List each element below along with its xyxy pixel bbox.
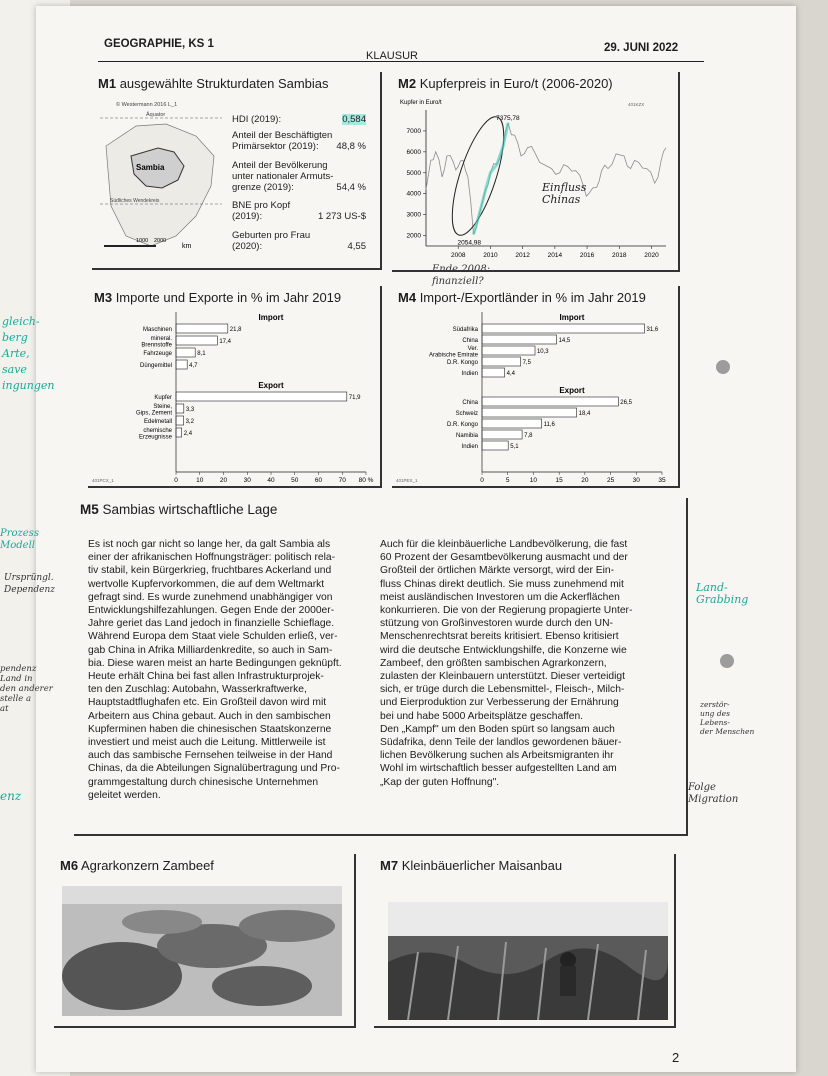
map-scale-a: 1000: [136, 238, 149, 244]
m3-title: M3 Importe und Exporte in % im Jahr 2019: [94, 290, 342, 305]
m5-right-line: Südafrika, denn Teile der landlos gewordenen bäuer-: [380, 737, 622, 749]
m5-right-line: wird die deutsche Entwicklungshilfe, die Konzerne wie: [380, 644, 627, 656]
m5-right-column: [380, 538, 670, 789]
m3-bar-chart: [88, 308, 378, 484]
bar-value-label: 2,4: [183, 431, 193, 437]
x-tick-label: 0: [174, 477, 178, 484]
m5-right-line: zulasten der Kleinbauern unterstützt. Dieser verteidigt: [380, 671, 625, 683]
bar: [482, 408, 577, 417]
bar-value-label: 10,3: [536, 349, 549, 355]
m2-x-tick-label: 2010: [483, 252, 498, 259]
m5-left-line: einer der afrikanischen Hoffnungsträger: politisch rela-: [88, 552, 336, 564]
m2-y-tick-label: 2000: [406, 232, 421, 240]
m4-bar-chart: [392, 308, 676, 484]
bar-value-label: 11,6: [543, 422, 555, 428]
m5-right-line: Wohl im wirtschaftlich besser aufgestellten Land am: [380, 763, 617, 775]
margin-note-zerstoerung: zerstör- ung des Lebens- der Menschen: [700, 700, 755, 736]
map-country: Sambia: [136, 163, 165, 172]
m5-left-line: bia. Diese waren meist an harte Bedingungen geknüpft.: [88, 657, 342, 669]
m5-left-line: Kupferminen haben die chinesischen Staatskonzerne: [88, 723, 332, 735]
bar-value-label: 8,1: [197, 351, 206, 357]
bar-category-label: Gips, Zement: [135, 410, 172, 417]
bar: [482, 441, 508, 450]
x-tick-label: 20: [219, 477, 228, 484]
m5-right-line: und Eierproduktion zur Verbesserung der Ernährung: [380, 697, 619, 709]
punch-hole-bottom: [720, 654, 734, 668]
group-header-export: Export: [559, 386, 585, 395]
m7-title: M7 Kleinbäuerlicher Maisanbau: [380, 858, 563, 873]
bar-value-label: 3,3: [185, 407, 195, 413]
bar-value-label: 18,4: [578, 411, 591, 417]
bar-category-label: Indien: [461, 444, 478, 450]
m1-row-geburten: Geburten pro Frau (2020):: [232, 230, 311, 252]
m5-right-line: konkurrieren. Die von der Regierung propagierte Unter-: [380, 605, 633, 617]
bar: [482, 324, 645, 333]
bar-category-label: D.R. Kongo: [446, 360, 478, 366]
m2-y-tick-label: 6000: [406, 148, 421, 156]
m5-left-line: auch das sambische Fernsehen teilweise in der Hand: [88, 750, 333, 762]
m5-right-line: Menschenrechtsrat bereits kritisiert. Ebenso kritisiert: [380, 631, 619, 643]
x-tick-label: 10: [196, 477, 204, 484]
m1-val-hdi: 0,584: [342, 114, 366, 125]
m5-right-line: stützung von Großinvestoren wurde durch den UN-: [380, 618, 613, 630]
exam-sheet: [36, 6, 796, 1072]
bar-value-label: 17,4: [219, 339, 232, 345]
chart-source: 401PCX_1: [92, 478, 114, 483]
x-tick-label: 0: [480, 477, 484, 484]
map-equator: Äquator: [146, 112, 166, 118]
x-tick-label: 5: [505, 477, 510, 484]
bar-value-label: 4,4: [506, 371, 515, 377]
bar-value-label: 14,5: [558, 338, 571, 344]
m1-row-primaer: Anteil der Beschäftigten Primärsektor (2019):: [232, 130, 333, 152]
punch-hole-top: [716, 360, 730, 374]
m1-row-bne: BNE pro Kopf (2019):: [232, 200, 291, 222]
m5-right-line: meist ausländischen Investoren um die Ackerflächen: [380, 591, 620, 603]
x-tick-label: 10: [529, 477, 538, 484]
x-tick-label: 50: [291, 477, 299, 484]
m2-annotation-max: 7375,78: [496, 115, 520, 123]
m5-right-line: Zambeef, den größten sambischen Agrarkonzern,: [380, 657, 607, 669]
bar-category-label: Edelmetall: [143, 419, 172, 425]
bar: [482, 419, 542, 428]
m5-panel: [74, 498, 688, 836]
m5-right-line: „Kap der guten Hoffnung".: [380, 776, 500, 788]
m6-panel: [54, 854, 356, 1028]
m5-right-line: 60 Prozent der Gesamtbevölkerung ausmacht und der: [380, 552, 628, 564]
m2-annotation-min: 2054,98: [457, 239, 482, 247]
bar-category-label: Maschinen: [142, 327, 172, 333]
bar-category-label: Namibia: [455, 433, 478, 439]
bar-category-label: Arabische Emirate: [428, 352, 478, 359]
x-tick-label: 40: [267, 477, 275, 484]
m7-photo-maize-field: [388, 902, 668, 1020]
bar-category-label: chemische: [143, 427, 172, 434]
x-tick-label: 35: [658, 477, 666, 484]
m6-title: M6 Agrarkonzern Zambeef: [60, 858, 214, 873]
bar-value-label: 7,5: [522, 360, 531, 366]
m1-val-primaer: 48,8 %: [336, 141, 366, 152]
bar-category-label: D.R. Kongo: [446, 422, 478, 428]
bar-category-label: Kupfer: [154, 395, 172, 401]
m2-panel: [392, 72, 680, 272]
map-copyright: © Westermann 2016 L_1: [116, 102, 178, 108]
m5-right-line: Auch für die kleinbäuerliche Landbevölkerung, die fast: [380, 539, 628, 550]
m2-series-line: [426, 123, 666, 234]
m5-left-line: geleitet werden.: [88, 789, 161, 801]
bar: [176, 336, 217, 345]
m5-left-line: Chinas, da die Abteilungen Signalübertragung und Pro-: [88, 763, 340, 775]
m2-y-tick-label: 4000: [406, 190, 421, 198]
bar-category-label: Schweiz: [455, 411, 478, 417]
sambia-map: [96, 96, 226, 256]
bar-category-label: Brennstoffe: [141, 342, 172, 349]
m5-left-line: ten den Zuschlag: Autobahn, Wasserkraftwerke,: [88, 684, 307, 696]
x-tick-label: 25: [606, 477, 615, 484]
bar-category-label: Erzeugnisse: [138, 434, 172, 441]
m5-left-line: Es ist noch gar nicht so lange her, da galt Sambia als: [88, 539, 331, 550]
bar: [176, 324, 228, 333]
m5-left-line: gefragt sind. Es wurde zunehmend unabhängiger von: [88, 591, 333, 603]
bar: [482, 430, 522, 439]
margin-note-left-5: enz: [0, 789, 22, 803]
bar-category-label: Steine,: [153, 403, 172, 410]
map-region: Südliches Wendekreis: [110, 198, 160, 204]
x-tick-label: 80 %: [358, 477, 374, 484]
m1-title: M1 ausgewählte Strukturdaten Sambias: [98, 76, 329, 91]
bar-category-label: Fahrzeuge: [143, 351, 172, 357]
m2-handwriting-2: Ende 2008: finanziell?: [432, 264, 491, 287]
header-title: KLAUSUR: [366, 50, 418, 62]
margin-note-landgrabbing: Land- Grabbing: [696, 581, 749, 606]
m2-y-tick-label: 3000: [406, 211, 421, 219]
bar: [482, 357, 521, 366]
m3-panel: [88, 286, 382, 488]
m2-x-tick-label: 2012: [515, 252, 530, 259]
bar: [176, 392, 347, 401]
bar: [176, 348, 195, 357]
m1-val-bne: 1 273 US-$: [317, 211, 366, 222]
m5-left-line: Heute erhält China bei fast allen Infrastrukturprojek-: [88, 671, 324, 683]
bar-value-label: 21,8: [229, 327, 242, 333]
bar: [482, 397, 618, 406]
margin-note-left-3: Ursprüngl. Dependenz: [4, 573, 56, 595]
m5-left-line: Hauptstadtflughafen etc. Ein Großteil davon wird mit: [88, 697, 327, 709]
map-scale-b: 2000: [154, 238, 167, 244]
bar: [482, 346, 535, 355]
m2-handwriting-1: Einfluss Chinas: [542, 181, 587, 206]
bar-category-label: mineral.: [150, 335, 172, 342]
bar: [176, 428, 182, 437]
m4-title: M4 Import-/Exportländer in % im Jahr 2019: [398, 290, 646, 305]
m5-left-line: Entwicklungshilfezahlungen. Gegen Ende der 2000er-: [88, 605, 335, 617]
group-header-import: Import: [559, 313, 585, 322]
m2-y-tick-label: 5000: [406, 169, 421, 177]
m5-right-line: fluss Chinas direkt deutlich. Sie muss zunehmend mit: [380, 578, 624, 590]
page-number: 2: [672, 1050, 680, 1065]
m5-left-line: Während Europa dem Staat viele Schulden erließ, ver-: [88, 631, 338, 643]
bar-value-label: 7,8: [524, 433, 533, 439]
x-tick-label: 30: [243, 477, 251, 484]
m5-left-line: Arbeitern aus China gebaut. Auch in den sambischen: [88, 710, 331, 722]
m7-panel: [374, 854, 676, 1028]
m2-title: M2 Kupferpreis in Euro/t (2006-2020): [398, 76, 613, 91]
bar-category-label: China: [462, 400, 478, 406]
x-tick-label: 70: [338, 477, 346, 484]
m5-left-line: grammgestaltung durch chinesische Unternehmen: [88, 776, 319, 788]
m5-left-line: tiv stabil, kein Bürgerkrieg, fruchtbares Ackerland und: [88, 565, 332, 577]
m5-left-column: [88, 538, 368, 802]
m2-highlight-stroke: [474, 123, 509, 234]
margin-note-left-1: gleich- berg Arte, save ingungen: [2, 315, 55, 392]
x-tick-label: 30: [632, 477, 640, 484]
m2-ylabel: Kupfer in Euro/t: [400, 100, 442, 106]
m2-x-tick-label: 2020: [644, 252, 659, 259]
bar-value-label: 3,2: [185, 419, 194, 425]
header-subject: GEOGRAPHIE, KS 1: [104, 38, 214, 50]
m6-photo-center-pivot: [62, 886, 342, 1016]
bar-category-label: Düngemittel: [139, 363, 172, 369]
m2-x-tick-label: 2014: [547, 252, 563, 259]
bar-category-label: Südafrika: [452, 327, 478, 333]
m5-left-line: Jahre geriet das Land jedoch in finanzielle Schieflage.: [88, 618, 335, 630]
m5-left-line: investiert und meist auch die Leitung. Mittlerweile ist: [88, 737, 326, 749]
bar: [176, 360, 187, 369]
m1-val-armut: 54,4 %: [336, 182, 366, 193]
group-header-import: Import: [258, 313, 284, 322]
header-rule: [98, 61, 704, 62]
copper-price-chart: [396, 96, 676, 266]
x-tick-label: 60: [314, 477, 323, 484]
x-tick-label: 15: [555, 477, 563, 484]
margin-note-left-2: Prozess Modell: [0, 528, 39, 551]
m5-left-line: wertvolle Kupfervorkommen, die auf dem Weltmarkt: [88, 578, 325, 590]
m2-y-tick-label: 7000: [406, 127, 421, 135]
m5-right-line: sich, er trüge durch die Lebensmittel-, Fleisch-, Milch-: [380, 684, 625, 696]
bar-value-label: 31,6: [646, 327, 659, 333]
m5-right-line: bei und habe 5000 Arbeitsplätze geschaffen.: [380, 710, 584, 722]
bar: [176, 416, 184, 425]
margin-note-left-4: pendenz Land in den anderer stelle a at: [0, 664, 53, 714]
m2-x-tick-label: 2016: [579, 252, 595, 259]
bar-value-label: 71,9: [348, 395, 361, 401]
bar: [176, 404, 184, 413]
bar-category-label: Indien: [461, 371, 478, 377]
bar: [482, 335, 557, 344]
bar-value-label: 4,7: [189, 363, 198, 369]
bar-category-label: Ver.: [467, 345, 478, 352]
m5-right-line: Den „Kampf" um den Boden spürt so langsam auch: [380, 723, 615, 735]
bar: [482, 368, 505, 377]
header-date: 29. JUNI 2022: [604, 42, 679, 54]
m5-title: M5 Sambias wirtschaftliche Lage: [80, 502, 278, 517]
m2-x-tick-label: 2018: [612, 252, 627, 259]
bar-value-label: 5,1: [510, 444, 519, 450]
m5-left-line: gab China in Afrika Milliardenkredite, so auch in Sam-: [88, 644, 333, 656]
m2-source: 401KZX: [628, 102, 645, 107]
m2-x-tick-label: 2008: [450, 252, 466, 259]
margin-note-folge: Folge Migration: [688, 782, 739, 805]
map-unit: km: [182, 243, 192, 250]
m4-panel: [392, 286, 680, 488]
m1-panel: [92, 72, 382, 270]
x-tick-label: 20: [581, 477, 589, 484]
m1-val-geburten: 4,55: [347, 241, 366, 252]
m5-right-line: lichen Bevölkerung suchen als Arbeitsmigranten ihr: [380, 750, 614, 762]
m1-row-armut: Anteil der Bevölkerung unter nationaler Armuts- grenze (2019):: [232, 160, 334, 193]
bar-value-label: 26,5: [620, 400, 632, 406]
bar-category-label: China: [462, 338, 478, 344]
group-header-export: Export: [258, 381, 284, 390]
m1-row-hdi: HDI (2019):: [232, 114, 282, 125]
m5-right-line: Großteil der örtlichen Märkte versorgt, wird der Ein-: [380, 565, 615, 577]
chart-source: 401PEX_1: [396, 478, 418, 483]
